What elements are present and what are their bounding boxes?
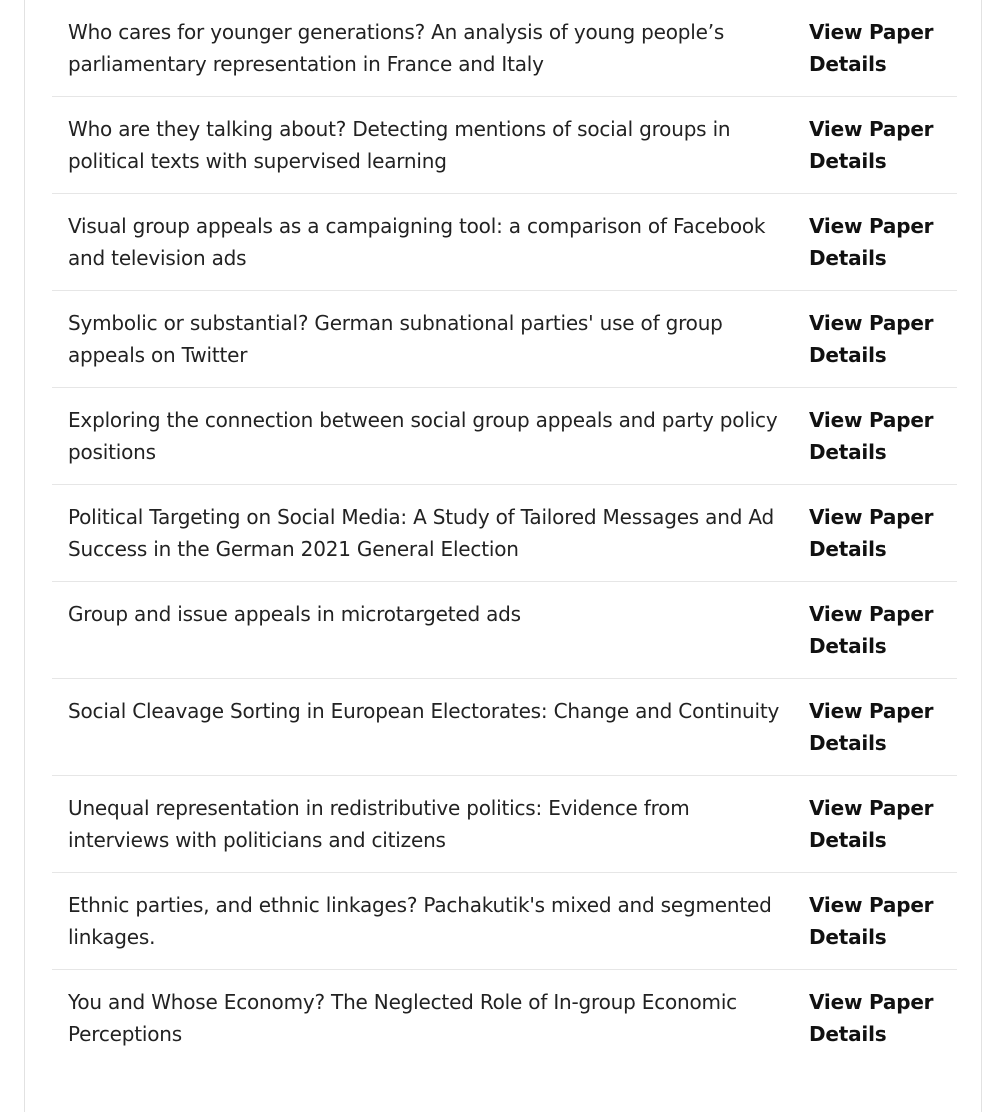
paper-row (52, 97, 957, 194)
paper-row (52, 582, 957, 679)
view-paper-details-link[interactable]: View Paper Details (809, 893, 934, 949)
paper-title: Symbolic or substantial? German subnational parties' use of group appeals on Twitter (68, 311, 723, 367)
paper-row (52, 388, 957, 485)
view-paper-details-link[interactable]: View Paper Details (809, 796, 934, 852)
paper-row (52, 776, 957, 873)
paper-row (52, 679, 957, 776)
paper-row (52, 970, 957, 1067)
view-paper-details-link[interactable]: View Paper Details (809, 20, 934, 76)
paper-title: Unequal representation in redistributive politics: Evidence from interviews with politicians and citizens (68, 796, 690, 852)
view-paper-details-link[interactable]: View Paper Details (809, 117, 934, 173)
paper-row (52, 0, 957, 97)
paper-title: Ethnic parties, and ethnic linkages? Pachakutik's mixed and segmented linkages. (68, 893, 772, 949)
content-panel (24, 0, 982, 1112)
paper-title: Political Targeting on Social Media: A Study of Tailored Messages and Ad Success in the German 2021 General Election (68, 505, 774, 561)
paper-title: Social Cleavage Sorting in European Electorates: Change and Continuity (68, 699, 780, 723)
view-paper-details-link[interactable]: View Paper Details (809, 699, 934, 755)
view-paper-details-link[interactable]: View Paper Details (809, 214, 934, 270)
paper-title: Group and issue appeals in microtargeted ads (68, 602, 521, 626)
paper-title: Who cares for younger generations? An analysis of young people’s parliamentary representation in France and Italy (68, 20, 725, 76)
view-paper-details-link[interactable]: View Paper Details (809, 505, 934, 561)
view-paper-details-link[interactable]: View Paper Details (809, 408, 934, 464)
view-paper-details-link[interactable]: View Paper Details (809, 602, 934, 658)
paper-title: You and Whose Economy? The Neglected Role of In-group Economic Perceptions (68, 990, 737, 1046)
paper-title: Visual group appeals as a campaigning tool: a comparison of Facebook and television ads (68, 214, 766, 270)
paper-row (52, 485, 957, 582)
view-paper-details-link[interactable]: View Paper Details (809, 990, 934, 1046)
paper-list (52, 0, 957, 1067)
paper-row (52, 291, 957, 388)
paper-title: Who are they talking about? Detecting mentions of social groups in political texts with supervised learning (68, 117, 731, 173)
paper-row (52, 194, 957, 291)
paper-row (52, 873, 957, 970)
view-paper-details-link[interactable]: View Paper Details (809, 311, 934, 367)
paper-title: Exploring the connection between social group appeals and party policy positions (68, 408, 778, 464)
